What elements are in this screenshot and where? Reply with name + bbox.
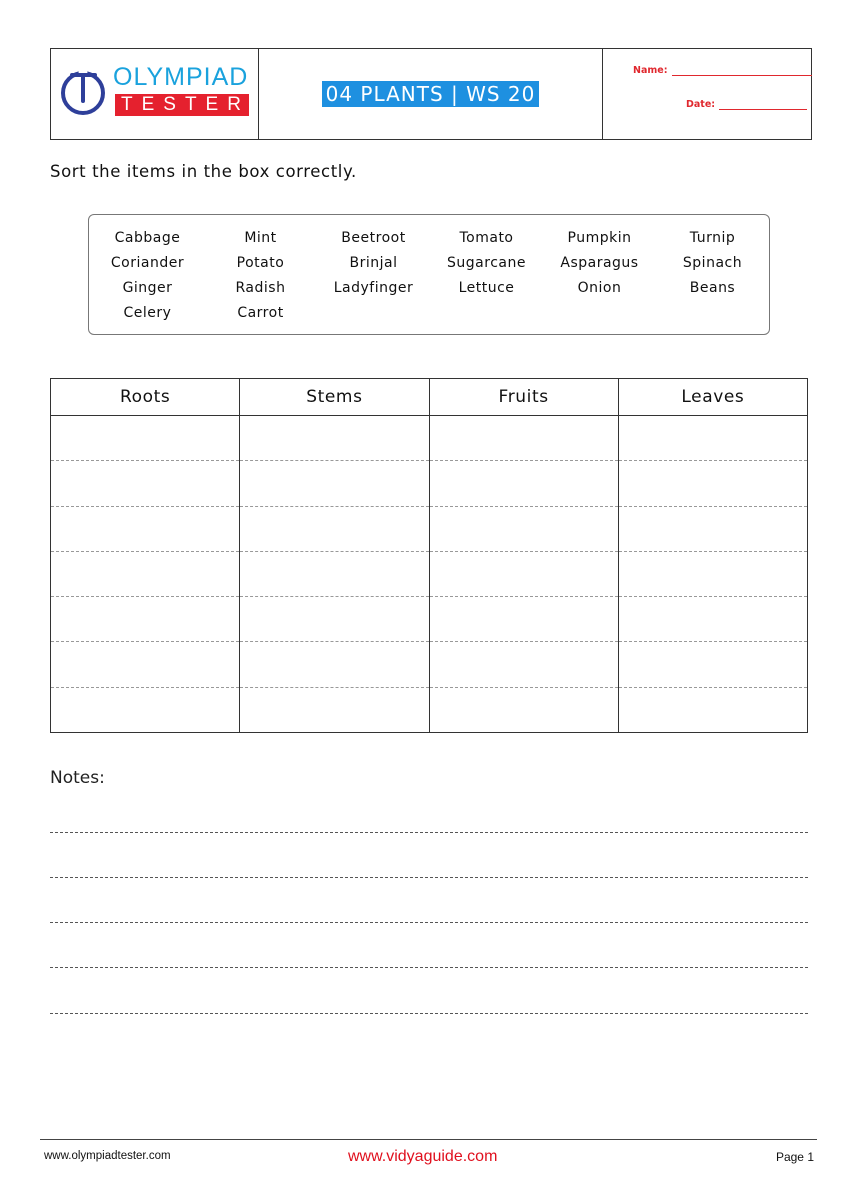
word-item: Spinach [682,255,743,271]
word-item: Celery [123,305,172,321]
answer-cell-roots[interactable] [51,687,240,732]
column-header-fruits: Fruits [429,379,618,416]
answer-cell-stems[interactable] [240,642,429,687]
word-bank-box [88,214,770,335]
logo-cell [51,49,259,139]
word-item: Ladyfinger [333,280,414,296]
logo-text-tester: TESTER [115,94,249,116]
word-item: Onion [577,280,622,296]
note-line[interactable] [50,967,808,968]
footer-website-center[interactable]: www.vidyaguide.com [348,1148,498,1165]
word-item [656,303,769,323]
table-row [51,461,808,506]
column-header-leaves: Leaves [618,379,807,416]
answer-cell-roots[interactable] [51,551,240,596]
word-item: Ginger [122,280,173,296]
answer-cell-stems[interactable] [240,416,429,461]
title-cell [259,49,603,139]
word-item [430,303,543,323]
table-row [51,642,808,687]
answer-cell-fruits[interactable] [429,416,618,461]
worksheet-title: 04 PLANTS | WS 20 [322,81,540,107]
answer-cell-stems[interactable] [240,687,429,732]
answer-cell-fruits[interactable] [429,642,618,687]
table-row [51,506,808,551]
answer-cell-stems[interactable] [240,461,429,506]
table-header-row [51,379,808,416]
sorting-table [50,378,808,733]
answer-cell-fruits[interactable] [429,506,618,551]
word-item [317,303,430,323]
word-item: Beans [689,280,736,296]
word-item: Radish [235,280,286,296]
answer-cell-stems[interactable] [240,551,429,596]
answer-cell-fruits[interactable] [429,461,618,506]
table-row [51,551,808,596]
page-number: Page 1 [775,1150,814,1164]
table-row [51,687,808,732]
word-item: Tomato [459,230,514,246]
word-item: Cabbage [114,230,181,246]
answer-cell-fruits[interactable] [429,687,618,732]
answer-cell-leaves[interactable] [618,687,807,732]
word-item [543,303,656,323]
answer-cell-leaves[interactable] [618,597,807,642]
name-field[interactable] [633,65,812,76]
answer-cell-fruits[interactable] [429,551,618,596]
notes-label: Notes: [50,768,105,788]
logo-t-stem-icon [81,75,85,103]
answer-cell-roots[interactable] [51,461,240,506]
answer-cell-leaves[interactable] [618,416,807,461]
note-line[interactable] [50,922,808,923]
date-label: Date: [686,99,716,110]
note-line[interactable] [50,1013,808,1014]
word-item: Beetroot [341,230,406,246]
word-item: Asparagus [560,255,639,271]
word-item: Coriander [110,255,185,271]
table-row [51,416,808,461]
footer-website-left[interactable]: www.olympiadtester.com [44,1150,171,1162]
answer-cell-leaves[interactable] [618,642,807,687]
logo-text-olympiad: OLYMPIAD [113,63,249,91]
answer-cell-roots[interactable] [51,597,240,642]
date-blank-line[interactable] [719,100,807,110]
word-item: Turnip [689,230,736,246]
note-line[interactable] [50,877,808,878]
answer-cell-stems[interactable] [240,597,429,642]
word-item: Mint [244,230,277,246]
name-blank-line[interactable] [672,66,812,76]
answer-cell-fruits[interactable] [429,597,618,642]
table-row [51,597,808,642]
note-line[interactable] [50,832,808,833]
word-item: Brinjal [349,255,398,271]
worksheet-header [50,48,812,140]
word-item: Potato [236,255,285,271]
answer-cell-roots[interactable] [51,642,240,687]
answer-cell-roots[interactable] [51,416,240,461]
footer-divider [40,1139,817,1140]
date-field[interactable] [686,99,807,110]
answer-cell-stems[interactable] [240,506,429,551]
word-item: Pumpkin [567,230,632,246]
word-bank-grid [91,228,769,323]
fields-cell [603,49,811,139]
answer-cell-roots[interactable] [51,506,240,551]
column-header-roots: Roots [51,379,240,416]
word-item: Sugarcane [447,255,526,271]
word-item: Lettuce [458,280,515,296]
column-header-stems: Stems [240,379,429,416]
name-label: Name: [633,65,668,76]
word-item: Carrot [237,305,284,321]
answer-cell-leaves[interactable] [618,506,807,551]
instruction-text: Sort the items in the box correctly. [50,162,357,181]
answer-cell-leaves[interactable] [618,551,807,596]
answer-cell-leaves[interactable] [618,461,807,506]
